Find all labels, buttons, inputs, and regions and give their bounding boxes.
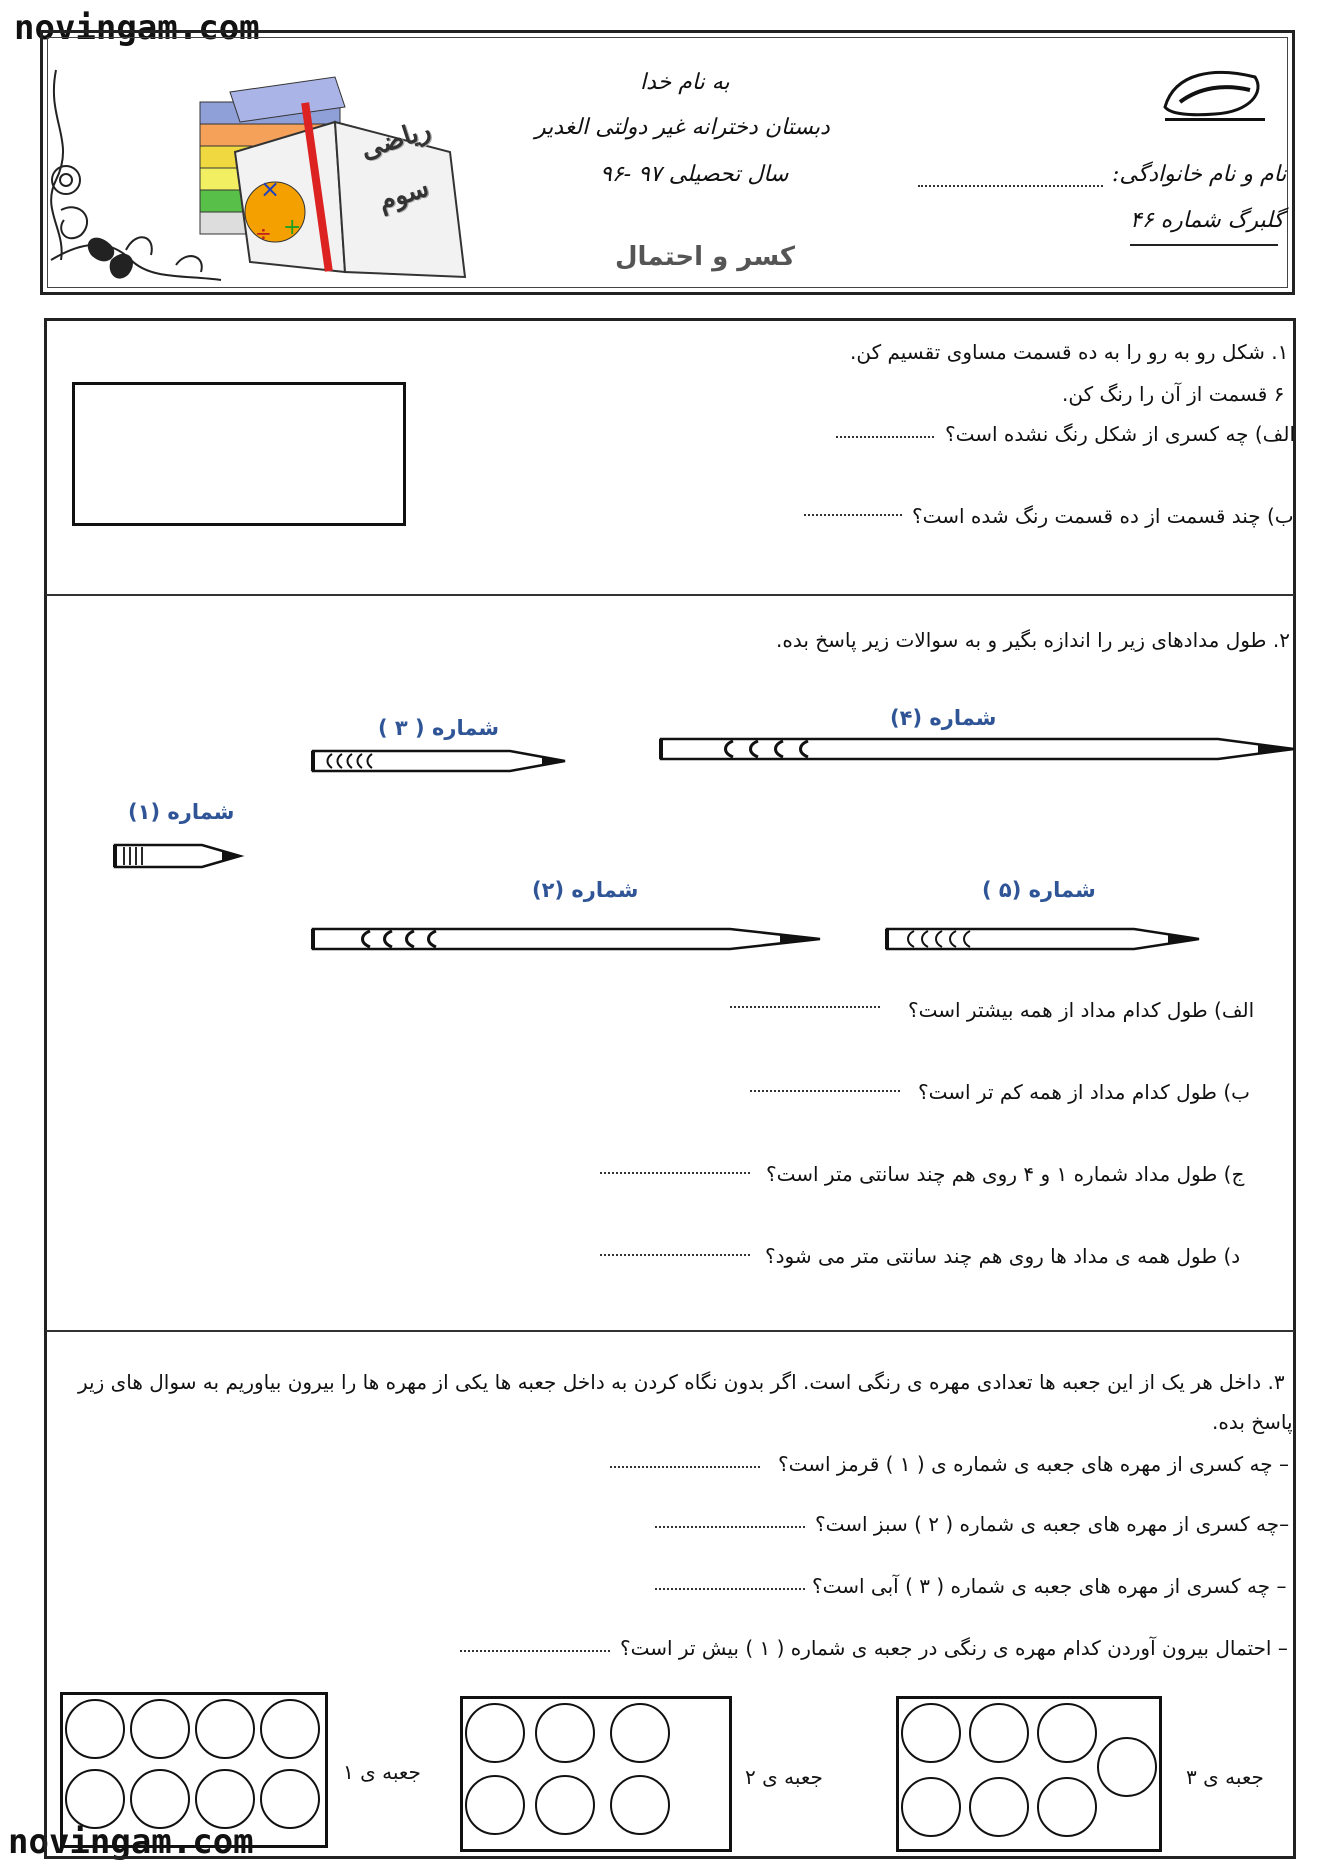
q2-question-d: د) طول همه ی مداد ها روی هم چند سانتی متر می شود؟	[765, 1244, 1241, 1268]
marble[interactable]	[535, 1775, 595, 1835]
svg-text:×: ×	[260, 175, 281, 203]
q1-rectangle-to-divide[interactable]	[72, 382, 406, 526]
marble[interactable]	[1037, 1703, 1097, 1763]
marble[interactable]	[195, 1699, 255, 1759]
q1-question-b: ب) چند قسمت از ده قسمت رنگ شده است؟	[912, 504, 1294, 528]
q1-answer-b[interactable]	[804, 514, 902, 516]
marble[interactable]	[260, 1769, 320, 1829]
svg-text:÷: ÷	[255, 221, 272, 245]
watermark-bottom: novingam.com	[8, 1822, 254, 1862]
q1-line1: ۱. شکل رو به رو را به ده قسمت مساوی تقسیم کن.	[850, 340, 1289, 364]
marble[interactable]	[195, 1769, 255, 1829]
school-logo-icon	[1155, 62, 1275, 127]
divider-q2-q3	[46, 1330, 1294, 1332]
watermark-top: novingam.com	[14, 8, 260, 48]
sheet-underline	[1130, 244, 1278, 246]
q1-line2: ۶ قسمت از آن را رنگ کن.	[1062, 382, 1285, 406]
marble-box-1	[60, 1692, 328, 1848]
marble[interactable]	[65, 1769, 125, 1829]
marble[interactable]	[610, 1703, 670, 1763]
q2-intro: ۲. طول مدادهای زیر را اندازه بگیر و به سوالات زیر پاسخ بده.	[776, 628, 1290, 652]
pencil-4-icon	[658, 734, 1298, 764]
marble[interactable]	[130, 1699, 190, 1759]
q3-item-1: – چه کسری از مهره های جعبه ی شماره ی ( ۱ ) قرمز است؟	[778, 1452, 1290, 1476]
sheet-number: گلبرگ شماره ۴۶	[1130, 208, 1284, 233]
box-1-label: جعبه ی ۱	[343, 1760, 421, 1784]
box-2-label: جعبه ی ۲	[745, 1765, 823, 1789]
q3-answer-3[interactable]	[655, 1588, 805, 1590]
marble[interactable]	[969, 1777, 1029, 1837]
q3-answer-1[interactable]	[610, 1466, 760, 1468]
name-answer-line[interactable]	[918, 185, 1103, 187]
marble[interactable]	[130, 1769, 190, 1829]
q3-answer-2[interactable]	[655, 1526, 805, 1528]
marble[interactable]	[535, 1703, 595, 1763]
pencil-5-icon	[884, 924, 1204, 954]
pencil-5-label: شماره (۵ )	[982, 878, 1096, 902]
marble-box-2	[460, 1696, 732, 1852]
q2-answer-c[interactable]	[600, 1172, 750, 1174]
q2-answer-b[interactable]	[750, 1090, 900, 1092]
q3-item-3: – چه کسری از مهره های جعبه ی شماره ( ۳ ) آبی است؟	[812, 1574, 1287, 1598]
q2-answer-d[interactable]	[600, 1254, 750, 1256]
school-year: سال تحصیلی ۹۷ -۹۶	[600, 162, 789, 187]
books-illustration-icon	[195, 62, 475, 287]
school-name: دبستان دخترانه غیر دولتی الغدیر	[535, 115, 830, 140]
marble[interactable]	[901, 1703, 961, 1763]
marble[interactable]	[1097, 1737, 1157, 1797]
marble-box-3	[896, 1696, 1162, 1852]
q3-answer-4[interactable]	[460, 1650, 610, 1652]
svg-text:+: +	[283, 215, 302, 240]
pencil-4-label: شماره (۴)	[890, 706, 997, 730]
marble[interactable]	[260, 1699, 320, 1759]
pencil-3-icon	[310, 746, 570, 776]
q3-item-4: – احتمال بیرون آوردن کدام مهره ی رنگی در جعبه ی شماره ( ۱ ) بیش تر است؟	[620, 1636, 1288, 1660]
name-label: نام و نام خانوادگی:	[1112, 162, 1287, 187]
marble[interactable]	[1037, 1777, 1097, 1837]
marble[interactable]	[465, 1703, 525, 1763]
divider-q1-q2	[46, 594, 1294, 596]
q1-question-a: الف) چه کسری از شکل رنگ نشده است؟	[945, 422, 1296, 446]
q2-question-a: الف) طول کدام مداد از همه بیشتر است؟	[908, 998, 1255, 1022]
pencil-1-label: شماره (۱)	[128, 800, 235, 824]
book-title-line2: سوم	[374, 172, 433, 218]
q2-answer-a[interactable]	[730, 1006, 880, 1008]
q1-answer-a[interactable]	[836, 436, 934, 438]
pencil-3-label: شماره ( ۳ )	[378, 716, 500, 740]
worksheet-topic: کسر و احتمال	[615, 242, 796, 272]
marble[interactable]	[969, 1703, 1029, 1763]
marble[interactable]	[901, 1777, 961, 1837]
book-title-line1: ریاضی	[357, 114, 435, 166]
marble[interactable]	[610, 1775, 670, 1835]
marble[interactable]	[65, 1699, 125, 1759]
pencil-2-icon	[310, 924, 825, 954]
pencil-2-label: شماره (۲)	[532, 878, 639, 902]
basmala: به نام خدا	[640, 70, 730, 95]
q2-question-b: ب) طول کدام مداد از همه کم تر است؟	[918, 1080, 1250, 1104]
pencil-1-icon	[112, 840, 247, 872]
q3-item-2: –چه کسری از مهره های جعبه ی شماره ( ۲ ) سبز است؟	[815, 1512, 1290, 1536]
q3-intro-line1: ۳. داخل هر یک از این جعبه ها تعدادی مهره ی رنگی است. اگر بدون نگاه کردن به داخل جعبه ها یکی از مهره ها را بیرون بیاوریم به سوال های زیر	[78, 1370, 1285, 1394]
box-3-label: جعبه ی ۳	[1186, 1765, 1264, 1789]
q2-question-c: ج) طول مداد شماره ۱ و ۴ روی هم چند سانتی متر است؟	[766, 1162, 1245, 1186]
q3-intro-line2: پاسخ بده.	[1212, 1410, 1293, 1434]
marble[interactable]	[465, 1775, 525, 1835]
